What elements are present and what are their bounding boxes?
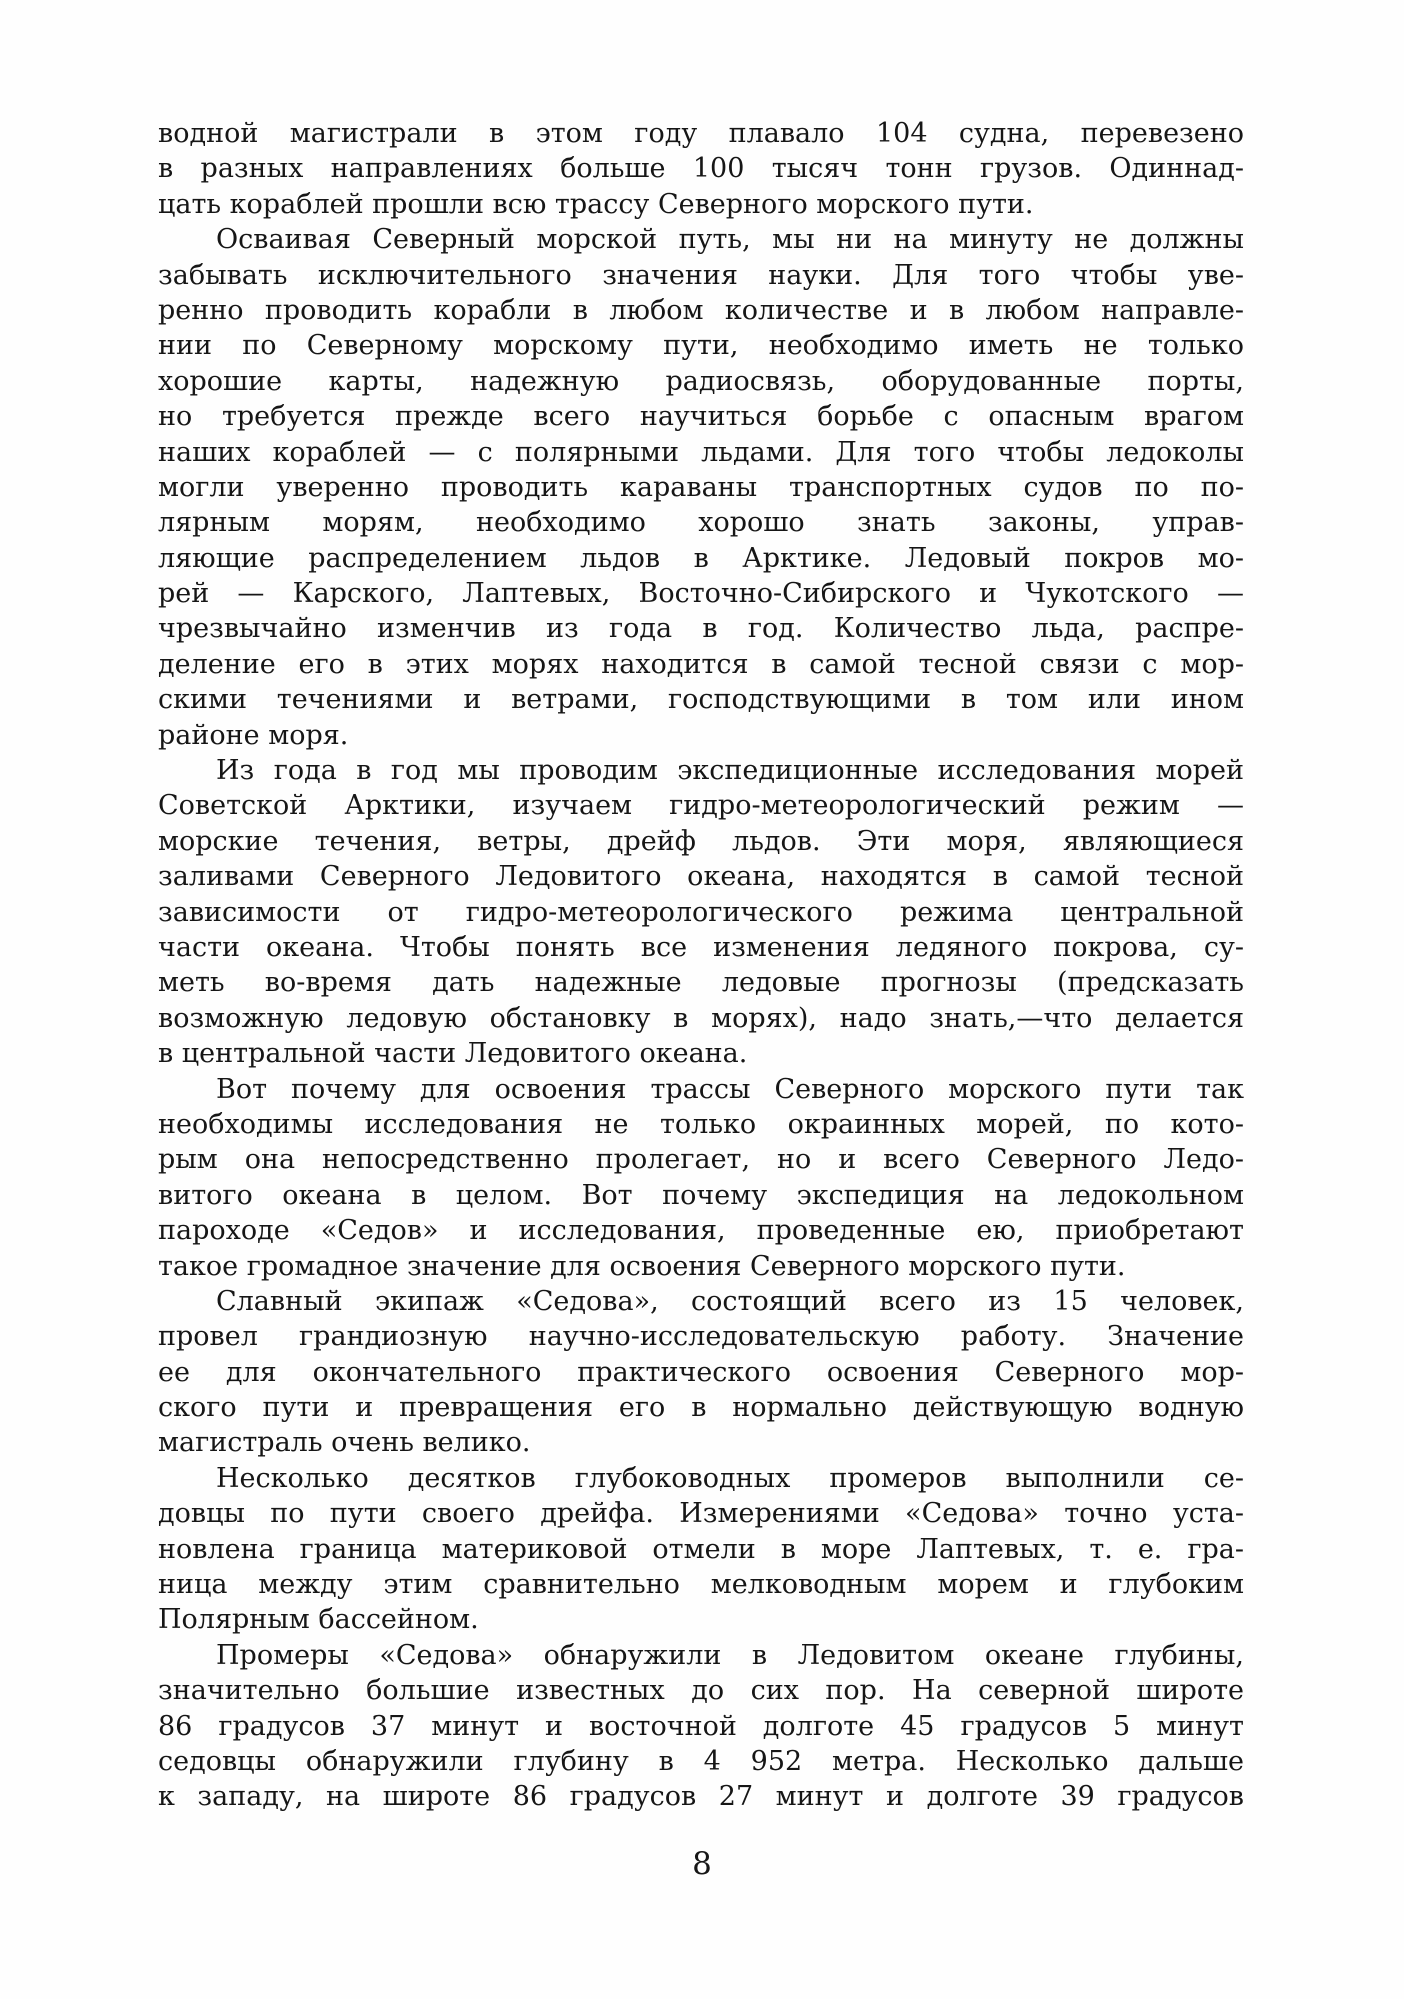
paragraph: [158, 1461, 1244, 1638]
text-line: Полярным бассейном.: [158, 1604, 479, 1636]
text-line: скими течениями и ветрами, господствующими в том или ином: [158, 684, 1244, 716]
paragraph: [158, 222, 1244, 753]
text-line: возможную ледовую обстановку в морях), надо знать,—что делается: [158, 1002, 1244, 1034]
text-line: необходимы исследования не только окраинных морей, по кото-: [158, 1108, 1244, 1140]
text-line: такое громадное значение для освоения Северного морского пути.: [158, 1250, 1126, 1282]
text-line: наших кораблей — с полярными льдами. Для того чтобы ледоколы: [158, 436, 1244, 468]
text-line: в разных направлениях больше 100 тысяч тонн грузов. Одиннад-: [158, 153, 1244, 185]
text-line: но требуется прежде всего научиться борьбе с опасным врагом: [158, 401, 1244, 433]
text-line: седовцы обнаружили глубину в 4 952 метра. Несколько дальше: [158, 1745, 1244, 1777]
text-line: ского пути и превращения его в нормально действующую водную: [158, 1392, 1244, 1424]
text-line: Из года в год мы проводим экспедиционные исследования морей: [216, 755, 1244, 787]
text-line: районе моря.: [158, 719, 349, 751]
text-line: заливами Северного Ледовитого океана, находятся в самой тесной: [158, 861, 1244, 893]
text-line: рым она непосредственно пролегает, но и всего Северного Ледо-: [158, 1144, 1244, 1176]
paragraph: [158, 116, 1244, 222]
text-line: морские течения, ветры, дрейф льдов. Эти моря, являющиеся: [158, 825, 1244, 857]
text-line: пароходе «Седов» и исследования, проведенные ею, приобретают: [158, 1215, 1244, 1247]
text-line: Советской Арктики, изучаем гидро-метеорологический режим —: [158, 790, 1244, 822]
paragraph: [158, 753, 1244, 1072]
text-line: к западу, на широте 86 градусов 27 минут и долготе 39 градусов: [158, 1781, 1244, 1813]
text-line: магистраль очень велико.: [158, 1427, 531, 1459]
paragraph: [158, 1072, 1244, 1284]
text-line: витого океана в целом. Вот почему экспедиция на ледокольном: [158, 1179, 1244, 1211]
text-line: ляющие распределением льдов в Арктике. Ледовый покров мо-: [158, 542, 1244, 574]
text-line: зависимости от гидро-метеорологического режима центральной: [158, 896, 1244, 928]
text-line: довцы по пути своего дрейфа. Измерениями «Седова» точно уста-: [158, 1498, 1244, 1530]
text-line: меть во-время дать надежные ледовые прогнозы (предсказать: [158, 967, 1244, 999]
text-line: рей — Карского, Лаптевых, Восточно-Сибирского и Чукотского —: [158, 578, 1244, 610]
text-line: могли уверенно проводить караваны транспортных судов по по-: [158, 471, 1244, 503]
text-line: чрезвычайно изменчив из года в год. Количество льда, распре-: [158, 613, 1244, 645]
paragraph: [158, 1284, 1244, 1461]
text-line: лярным морям, необходимо хорошо знать законы, управ-: [158, 507, 1244, 539]
text-line: провел грандиозную научно-исследовательскую работу. Значение: [158, 1321, 1244, 1353]
text-line: значительно большие известных до сих пор. На северной широте: [158, 1675, 1244, 1707]
text-line: Осваивая Северный морской путь, мы ни на минуту не должны: [216, 224, 1244, 256]
text-line: новлена граница материковой отмели в море Лаптевых, т. е. гра-: [158, 1533, 1244, 1565]
text-line: забывать исключительного значения науки. Для того чтобы уве-: [158, 259, 1244, 291]
text-line: водной магистрали в этом году плавало 104 судна, перевезено: [158, 118, 1244, 149]
paragraph: [158, 1638, 1244, 1815]
text-line: ренно проводить корабли в любом количестве и в любом направле-: [158, 294, 1244, 326]
text-line: Несколько десятков глубоководных промеров выполнили се-: [216, 1462, 1244, 1494]
text-line: нии по Северному морскому пути, необходимо иметь не только: [158, 330, 1244, 362]
text-line: части океана. Чтобы понять все изменения ледяного покрова, су-: [158, 931, 1244, 963]
text-line: деление его в этих морях находится в самой тесной связи с мор-: [158, 648, 1244, 680]
text-line: Славный экипаж «Седова», состоящий всего из 15 человек,: [216, 1285, 1244, 1317]
text-line: 86 градусов 37 минут и восточной долготе 45 градусов 5 минут: [158, 1710, 1244, 1742]
text-line: Промеры «Седова» обнаружили в Ледовитом океане глубины,: [216, 1639, 1244, 1671]
text-line: ее для окончательного практического освоения Северного мор-: [158, 1356, 1244, 1388]
text-line: в центральной части Ледовитого океана.: [158, 1038, 748, 1070]
text-line: хорошие карты, надежную радиосвязь, оборудованные порты,: [158, 365, 1244, 397]
page-text: [158, 116, 1244, 1815]
text-line: цать кораблей прошли всю трассу Северного морского пути.: [158, 188, 1034, 220]
text-line: ница между этим сравнительно мелководным морем и глубоким: [158, 1569, 1244, 1601]
page-number: 8: [692, 1846, 712, 1882]
text-line: Вот почему для освоения трассы Северного морского пути так: [216, 1073, 1244, 1105]
